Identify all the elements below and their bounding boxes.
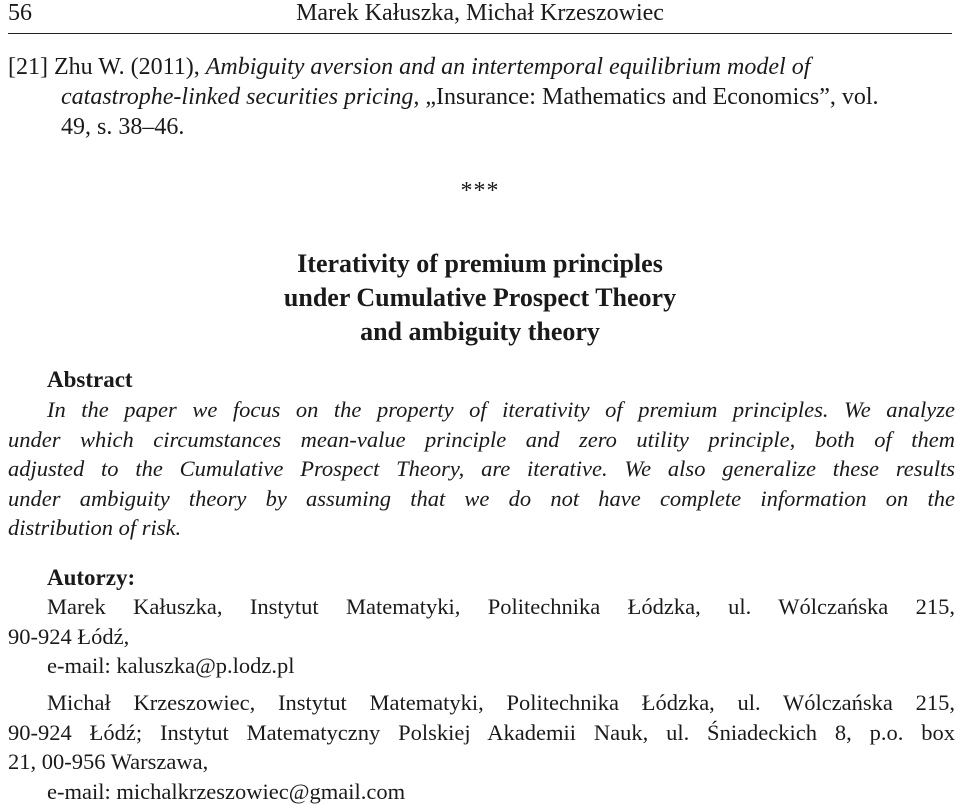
affiliation-line: 90-924 Łódź, (8, 623, 130, 649)
reference-label: [21] (8, 54, 48, 80)
reference-title-part-1: Ambiguity aversion and an intertemporal equilibrium model of (205, 54, 811, 80)
author-email: e-mail: michalkrzeszowiec@gmail.com (47, 778, 406, 804)
author-affiliation-kaluszka (8, 592, 955, 681)
reference-entry (8, 52, 958, 142)
page-number: 56 (8, 0, 32, 26)
abstract-line: distribution of risk. (8, 515, 182, 540)
reference-author-year: Zhu W. (2011), (53, 54, 200, 80)
reference-title-part-2: catastrophe-linked securities pricing, (61, 84, 420, 110)
abstract-line: under ambiguity theory by assuming that we do not have complete information on the (8, 485, 955, 511)
title-line: under Cumulative Prospect Theory (283, 283, 677, 312)
running-head (8, 0, 952, 26)
affiliation-line: Marek Kałuszka, Instytut Matematyki, Politechnika Łódzka, ul. Wólczańska 215, (47, 594, 955, 619)
affiliation-line: 21, 00-956 Warszawa, (8, 749, 209, 774)
abstract-heading: Abstract (47, 367, 133, 392)
reference-journal: „Insurance: Mathematics and Economics”, vol. (425, 84, 879, 110)
reference-line-3: 49, s. 38–46. (61, 114, 185, 140)
abstract-line: In the paper we focus on the property of iterativity of premium principles. We analyze (47, 397, 955, 422)
english-title (0, 247, 960, 349)
abstract-line: adjusted to the Cumulative Prospect Theory, are iterative. We also generalize these results (8, 456, 955, 481)
author-affiliation-krzeszowiec (8, 688, 955, 806)
title-line: Iterativity of premium principles (297, 249, 663, 278)
author-email: e-mail: kaluszka@p.lodz.pl (47, 653, 295, 678)
abstract-body (8, 395, 955, 543)
header-rule (8, 33, 952, 34)
running-head-authors: Marek Kałuszka, Michał Krzeszowiec (296, 0, 664, 26)
section-separator: *** (460, 178, 500, 204)
affiliation-line: 90-924 Łódź; Instytut Matematyczny Polskiej Akademii Nauk, ul. Śniadeckich 8, p.o. box (8, 719, 955, 745)
authors-heading: Autorzy: (47, 565, 136, 590)
abstract-line: under which circumstances mean-value principle and zero utility principle, both of them (8, 426, 955, 452)
reference-line-1 (8, 52, 958, 82)
affiliation-line: Michał Krzeszowiec, Instytut Matematyki, Politechnika Łódzka, ul. Wólczańska 215, (47, 690, 955, 715)
title-line: and ambiguity theory (360, 317, 600, 346)
reference-line-2 (8, 82, 958, 112)
